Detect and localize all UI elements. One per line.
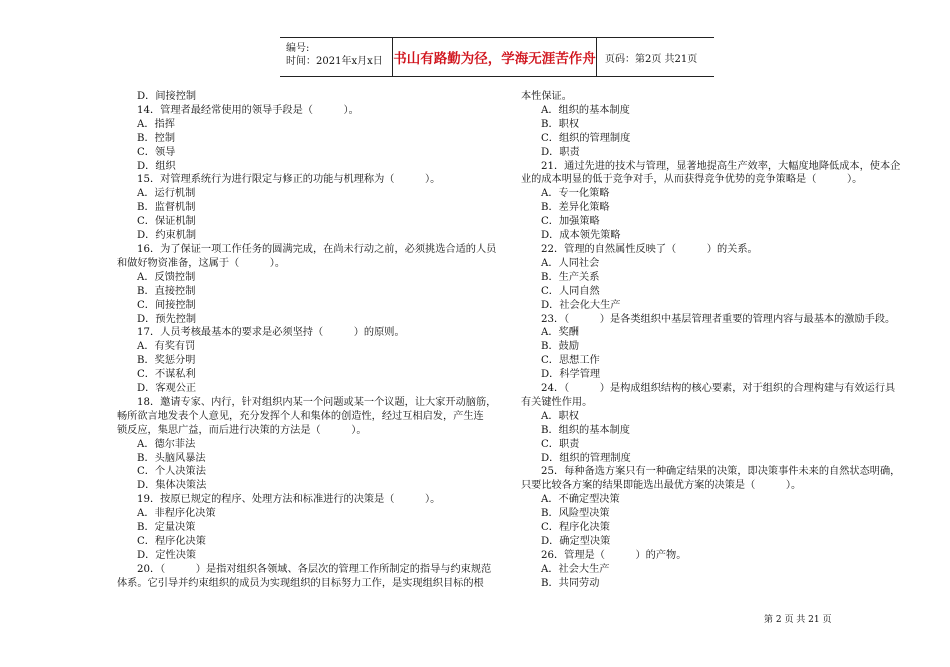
option-line: B．组织的基本制度: [541, 424, 630, 436]
page-footer: 第 2 页 共 21 页: [764, 615, 832, 625]
option-line: C．程序化决策: [137, 536, 206, 547]
option-line: C．组织的管理制度: [541, 132, 631, 144]
question-line: 22．管理的自然属性反映了（ ）的关系。: [541, 243, 758, 255]
option-line: D．成本领先策略: [541, 230, 621, 242]
header-page-label: 页码：第2页 共21页: [605, 53, 698, 65]
option-line: D．客观公正: [137, 383, 197, 395]
option-line: D．预先控制: [137, 313, 197, 325]
number-label: 编号:: [286, 43, 310, 54]
option-line: D．定性决策: [137, 549, 197, 561]
continuation-line: 有关键性作用。: [521, 396, 593, 408]
option-line: A．人同社会: [541, 257, 600, 269]
option-line: B．风险型决策: [541, 508, 610, 520]
continuation-line: 体系。它引导并约束组织的成员为实现组织的目标努力工作，是实现组织目标的根: [117, 577, 484, 589]
question-line: 20．（ ）是指对组织各领域、各层次的管理工作所制定的指导与约束规范: [137, 563, 492, 575]
question-line: 23．（ ）是各类组织中基层管理者重要的管理内容与最基本的激励手段。: [541, 313, 896, 325]
option-line: B．直接控制: [137, 285, 196, 297]
option-line: B．定量决策: [137, 522, 196, 534]
option-line: A．专一化策略: [541, 188, 610, 200]
option-line: C．保证机制: [137, 216, 196, 228]
header-motto: 书山有路勤为径，学海无涯苦作舟: [393, 38, 597, 76]
option-line: A．职权: [541, 410, 579, 422]
question-line: 19．按原已规定的程序、处理方法和标准进行的决策是（ ）。: [137, 494, 441, 506]
option-line: B．监督机制: [137, 202, 196, 214]
question-line: 16．为了保证一项工作任务的圆满完成，在尚未行动之前，必须挑选合适的人员: [137, 243, 497, 255]
continuation-line: 只要比较各方案的结果即能选出最优方案的决策是（ ）。: [521, 480, 802, 492]
option-line: C．间接控制: [137, 299, 196, 311]
option-line: A．德尔菲法: [137, 438, 196, 450]
right-column: [521, 90, 903, 591]
option-line: A．运行机制: [137, 188, 196, 200]
option-line: D．约束机制: [137, 230, 197, 242]
option-line: B．差异化策略: [541, 202, 610, 214]
left-column: [117, 90, 497, 591]
option-line: D．科学管理: [541, 369, 601, 381]
question-line: 18．邀请专家、内行，针对组织内某一个问题或某一个议题，让大家开动脑筋，: [137, 396, 497, 408]
time-label: 时间：2021年x月x日: [286, 56, 383, 67]
option-line: A．组织的基本制度: [541, 104, 630, 116]
question-line: 15．对管理系统行为进行限定与修正的功能与机理称为（ ）。: [137, 174, 441, 186]
option-line: B．奖惩分明: [137, 355, 196, 367]
option-line: B．头脑风暴法: [137, 452, 206, 464]
option-line: D．确定型决策: [541, 536, 611, 547]
option-line: B．生产关系: [541, 271, 600, 283]
option-line: C．程序化决策: [541, 522, 610, 534]
option-line: C．领导: [137, 146, 176, 158]
question-line: 25．每种备选方案只有一种确定结果的决策，即决策事件未来的自然状态明确，: [541, 466, 901, 478]
option-line: D．间接控制: [137, 91, 197, 102]
option-line: A．不确定型决策: [541, 494, 620, 506]
option-line: C．思想工作: [541, 355, 600, 367]
option-line: C．个人决策法: [137, 466, 206, 478]
question-line: 24．（ ）是构成组织结构的核心要素，对于组织的合理构建与有效运行具: [541, 383, 896, 395]
option-line: B．共同劳动: [541, 577, 600, 589]
option-line: D．职责: [541, 146, 580, 158]
option-line: C．加强策略: [541, 216, 600, 228]
question-line: 21．通过先进的技术与管理，显著地提高生产效率，大幅度地降低成本，使本企: [541, 160, 901, 172]
continuation-line: 本性保证。: [521, 91, 572, 102]
option-line: C．不谋私利: [137, 369, 196, 381]
continuation-line: 锁反应，集思广益，而后进行决策的方法是（ ）。: [117, 424, 367, 436]
question-line: 14．管理者最经常使用的领导手段是（ ）。: [137, 104, 359, 116]
option-line: A．反馈控制: [137, 271, 196, 283]
page-header: [280, 37, 714, 77]
option-line: D．组织: [137, 160, 176, 172]
option-line: D．组织的管理制度: [541, 452, 631, 464]
option-line: A．有奖有罚: [137, 341, 196, 353]
option-line: A．社会大生产: [541, 563, 610, 575]
option-line: D．集体决策法: [137, 480, 207, 492]
question-line: 26．管理是（ ）的产物。: [541, 549, 687, 561]
option-line: B．鼓励: [541, 341, 580, 353]
header-meta: [280, 38, 393, 76]
option-line: C．人同自然: [541, 285, 600, 297]
option-line: A．非程序化决策: [137, 508, 216, 520]
question-line: 17．人员考核最基本的要求是必须坚持（ ）的原则。: [137, 327, 405, 339]
option-line: D．社会化大生产: [541, 299, 621, 311]
option-line: A．奖酬: [541, 327, 579, 339]
option-line: B．职权: [541, 118, 580, 130]
option-line: B．控制: [137, 132, 176, 144]
option-line: A．指挥: [137, 118, 175, 130]
continuation-line: 业的成本明显的低于竞争对手，从而获得竞争优势的竞争策略是（ ）。: [521, 174, 863, 186]
continuation-line: 和做好物资准备，这属于（ ）。: [117, 257, 286, 269]
option-line: C．职责: [541, 438, 580, 450]
continuation-line: 畅所欲言地发表个人意见，充分发挥个人和集体的创造性，经过互相启发，产生连: [117, 410, 484, 422]
